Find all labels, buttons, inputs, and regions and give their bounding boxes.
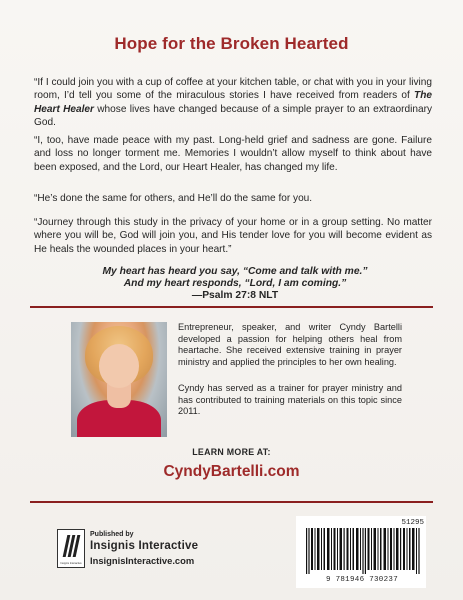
quote-paragraph-3: “He’s done the same for others, and He’ll do the same for you. — [34, 193, 313, 204]
isbn-number: 9 781946 730237 — [325, 576, 398, 584]
quote-paragraph-1 — [34, 76, 432, 130]
psalm-line-1: My heart has heard you say, “Come and talk with me.” — [102, 266, 368, 277]
psalm-line-2: And my heart responds, “Lord, I am coming.” — [123, 278, 347, 290]
author-bio-2: Cyndy has served as a trainer for prayer ministry and has contributed to training materials on this topic since 2011. — [178, 383, 402, 417]
website-link[interactable]: CyndyBartelli.com — [163, 463, 300, 480]
publisher-logo-text: Insignis Interactive — [60, 562, 82, 565]
psalm-reference: —Psalm 27:8 NLT — [191, 290, 279, 302]
psalm-verse — [70, 266, 400, 303]
divider-bottom — [30, 501, 433, 503]
barcode-icon — [306, 528, 422, 574]
learn-more-label: LEARN MORE AT: — [192, 447, 271, 457]
published-by-label: Published by — [90, 531, 134, 538]
price-code: 51295 — [401, 519, 424, 527]
quote-paragraph-4: “Journey through this study in the privacy of your home or in a group setting. No matter where you will be, God will join you, and His tender love for you will become evident as He heals the wounded places in your heart.” — [34, 217, 432, 255]
divider-top — [30, 306, 433, 308]
book-title-emphasis: The Heart Healer — [34, 90, 432, 115]
publisher-logo-bars — [64, 535, 78, 557]
publisher-url[interactable]: InsignisInteractive.com — [90, 555, 195, 566]
quote-1-start: “If I could join you with a cup of coffee at your kitchen table, or chat with you in your living room, I’d tell you some of the miraculous stories I have received from readers of — [34, 77, 432, 102]
author-photo-face — [99, 344, 139, 388]
publisher-logo-icon — [57, 529, 85, 568]
author-photo — [71, 322, 167, 437]
quote-1-end: whose lives have changed because of a simple prayer to an extraordinary God. — [34, 103, 432, 129]
author-bio-1: Entrepreneur, speaker, and writer Cyndy Bartelli developed a passion for helping others heal from heartache. She received extensive training in prayer ministry and applied the principles to her own healing. — [178, 322, 402, 367]
page-title: Hope for the Broken Hearted — [114, 34, 349, 53]
publisher-name: Insignis Interactive — [90, 540, 199, 552]
quote-paragraph-2: “I, too, have made peace with my past. Long-held grief and sadness are gone. Failure and loss no longer torment me. Memories I wouldn’t allow myself to think about have been exposed, and the Lord, our Heart Healer, has changed my life. — [34, 135, 432, 173]
